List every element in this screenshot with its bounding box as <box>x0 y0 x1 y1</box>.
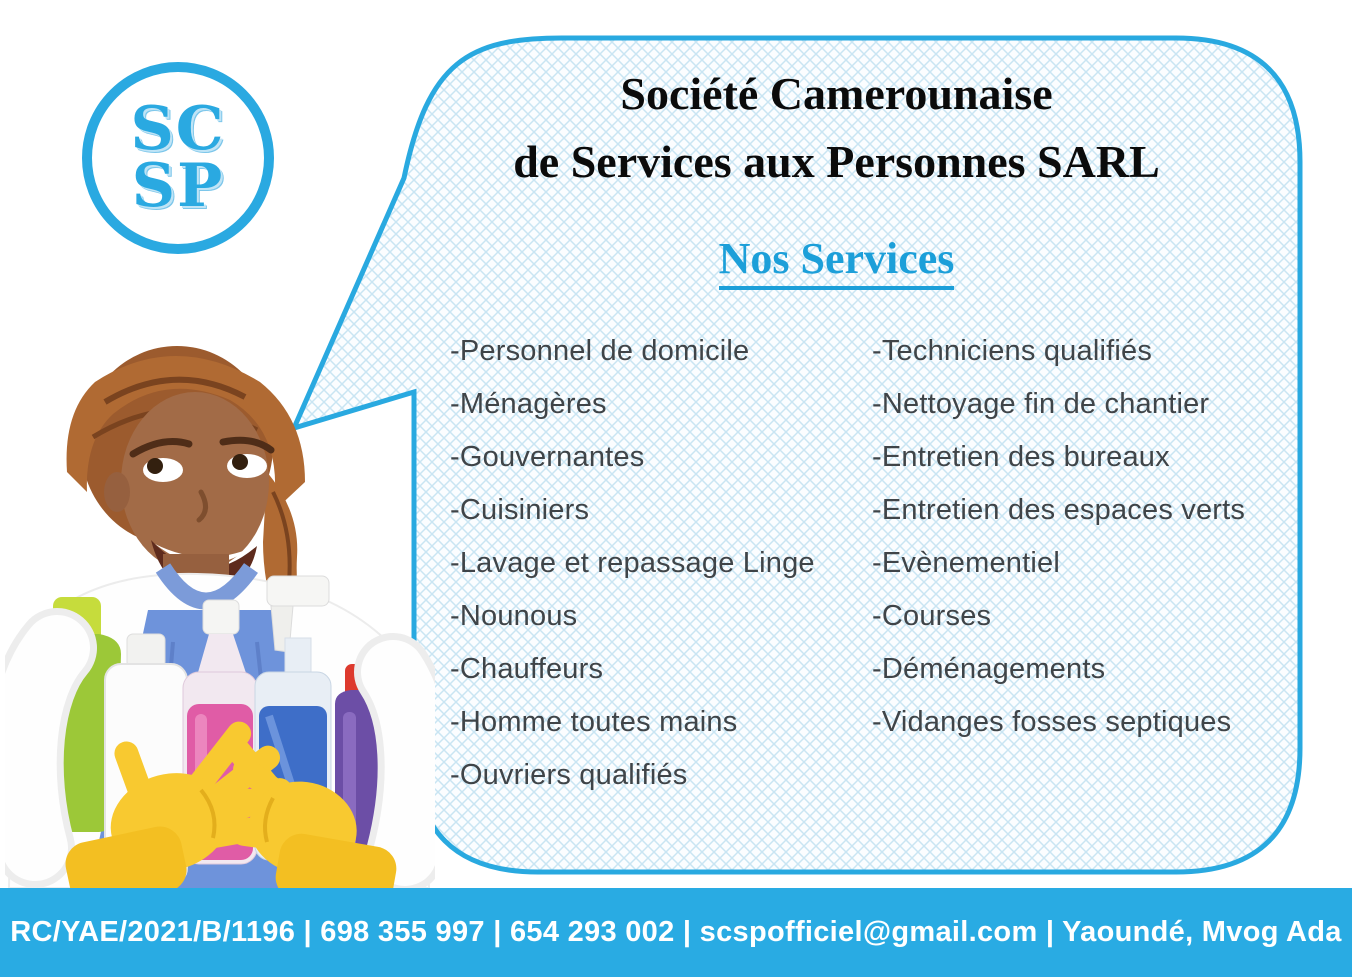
services-left-list <box>450 336 815 790</box>
service-item: -Entretien des bureaux <box>872 441 1170 473</box>
service-item: -Gouvernantes <box>450 441 645 473</box>
company-logo <box>82 62 274 254</box>
services-right-list <box>872 336 1245 737</box>
section-title <box>414 233 1259 284</box>
footer-text: RC/YAE/2021/B/1196 | 698 355 997 | 654 293 002 | scspofficiel@gmail.com | Yaoundé, Mvog Ada <box>10 916 1342 948</box>
section-title-text: Nos Services <box>719 234 955 290</box>
service-item: -Cuisiniers <box>450 494 590 526</box>
logo-text-top: SC <box>130 94 226 164</box>
service-item: -Chauffeurs <box>450 653 604 685</box>
title-line-2: de Services aux Personnes SARL <box>513 136 1160 187</box>
service-item: -Ménagères <box>450 388 607 420</box>
logo-text-bottom: SP <box>131 151 225 221</box>
service-item: -Nounous <box>450 600 578 632</box>
service-item: -Lavage et repassage Linge <box>450 547 815 579</box>
service-item: -Vidanges fosses septiques <box>872 706 1232 738</box>
footer-bar <box>0 888 1352 977</box>
page-title <box>414 60 1259 196</box>
service-item: -Personnel de domicile <box>450 335 750 367</box>
service-item: -Nettoyage fin de chantier <box>872 388 1210 420</box>
cleaning-woman-photo <box>5 342 435 888</box>
service-item: -Ouvriers qualifiés <box>450 759 688 791</box>
service-item: -Homme toutes mains <box>450 706 738 738</box>
service-item: -Courses <box>872 600 992 632</box>
service-item: -Entretien des espaces verts <box>872 494 1246 526</box>
service-item: -Evènementiel <box>872 547 1060 579</box>
service-item: -Déménagements <box>872 653 1106 685</box>
title-line-1: Société Camerounaise <box>620 68 1053 119</box>
service-item: -Techniciens qualifiés <box>872 335 1153 367</box>
